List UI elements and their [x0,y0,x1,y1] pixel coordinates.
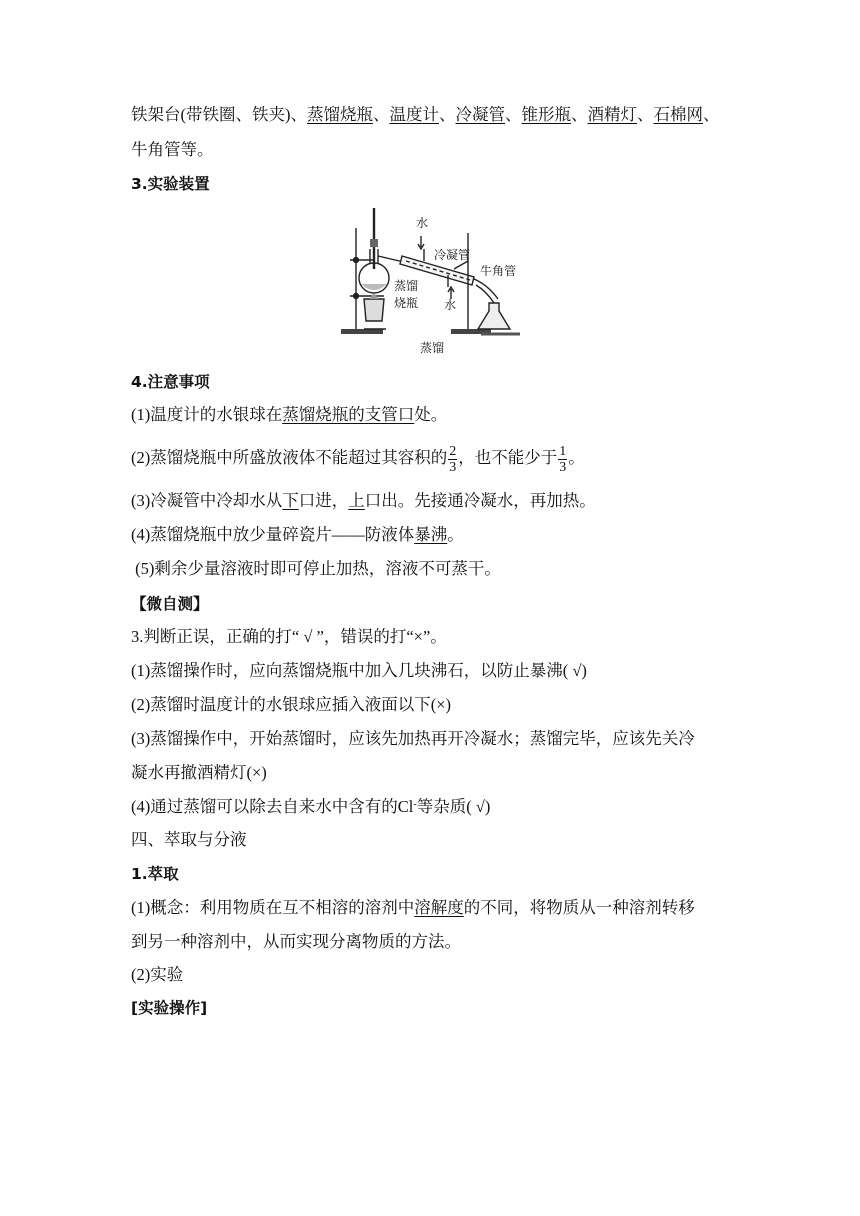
statement-2: (2)蒸馏时温度计的水银球应插入液面以下(×) [131,695,452,714]
text-span: (4)蒸馏烧瓶中放少量碎瓷片——防液体 [131,525,415,544]
blank-answer: 蒸馏烧瓶 [307,105,373,124]
text-span: 的不同，将物质从一种溶剂转移 [463,898,695,917]
text-span: 、 [637,105,654,124]
blank-answer: 暴沸 [414,525,448,544]
label-adapter: 牛角管 [480,264,517,278]
statement-3-line-2: 凝水再撤酒精灯(×) [131,763,267,782]
concept-line-1 [131,898,695,918]
fraction-two-thirds [448,444,457,475]
blank-answer: 下 [282,491,299,510]
text-span: 、 [439,105,456,124]
experiment-operation-heading: [实验操作] [131,999,208,1017]
statement-3-line-1: (3)蒸馏操作中，开始蒸馏时，应该先加热再开冷凝水；蒸馏完毕，应该先关冷 [131,729,695,748]
fraction-numerator: 1 [559,443,567,459]
text-span: 。 [568,448,585,467]
heading-apparatus: 3.实验装置 [131,175,210,193]
statement-1: (1)蒸馏操作时，应向蒸馏烧瓶中加入几块沸石，以防止暴沸( √) [131,661,587,680]
text-span: (1)概念：利用物质在互不相溶的溶剂中 [131,898,415,917]
label-condenser: 冷凝管 [434,248,471,262]
label-flask-line-2: 烧瓶 [394,296,419,310]
label-water-in: 水 [416,216,429,230]
blank-answer: 蒸馏烧瓶的支管口 [282,405,415,424]
heading-precautions: 4.注意事项 [131,373,210,391]
heading-extraction: 1.萃取 [131,865,179,883]
text-span: 等杂质( √) [416,797,491,816]
fraction-numerator: 2 [449,443,457,459]
precaution-5: (5)剩余少量溶液时即可停止加热，溶液不可蒸干。 [131,559,501,578]
concept-line-2: 到另一种溶剂中，从而实现分离物质的方法。 [131,932,461,951]
text-span: 口出。先接通冷凝水，再加热。 [364,491,596,510]
blank-answer: 温度计 [389,105,439,124]
section-4-heading: 四、萃取与分液 [131,830,247,849]
text-span: (3)冷凝管中冷却水从 [131,491,283,510]
receiving-flask [478,303,510,329]
label-flask-line-1: 蒸馏 [394,279,419,293]
precaution-3 [131,491,596,511]
fraction-denominator: 3 [559,459,567,475]
text-span: 。 [447,525,464,544]
experiment-heading: (2)实验 [131,965,184,984]
precaution-1 [131,405,447,425]
text-span: 铁架台(带铁圈、铁夹)、 [131,105,307,124]
text-span: 、 [703,105,720,124]
fraction-one-third [558,444,567,475]
apparatus-list-line-2: 牛角管等。 [131,140,214,159]
blank-answer: 上 [348,491,365,510]
blank-answer: 冷凝管 [455,105,505,124]
blank-answer: 溶解度 [414,898,464,917]
self-test-heading: 【微自测】 [131,595,209,613]
figure-caption: 蒸馏 [420,341,445,355]
question-3: 3.判断正误，正确的打“ √ ”，错误的打“×”。 [131,627,447,646]
adapter [474,279,498,299]
text-span: 、 [373,105,390,124]
statement-4 [131,797,490,817]
text-span: (1)温度计的水银球在 [131,405,283,424]
text-span: ，也不能少于 [458,448,558,467]
text-span: 、 [505,105,522,124]
text-span: 处。 [414,405,448,424]
alcohol-lamp [364,299,384,321]
blank-answer: 酒精灯 [587,105,637,124]
precaution-4 [131,525,464,545]
precaution-2 [131,440,585,476]
blank-answer: 锥形瓶 [521,105,571,124]
distillation-apparatus-diagram [336,203,524,359]
stand-base [341,329,383,334]
superscript-charge: - [413,799,417,810]
fraction-denominator: 3 [449,459,457,475]
text-span: (4)通过蒸馏可以除去自来水中含有的Cl [131,797,414,816]
label-water-out: 水 [444,298,457,312]
text-span: 、 [571,105,588,124]
text-span: 口进， [298,491,349,510]
blank-answer: 石棉网 [653,105,703,124]
apparatus-list-line-1 [131,105,720,125]
text-span: (2)蒸馏烧瓶中所盛放液体不能超过其容积的 [131,448,448,467]
